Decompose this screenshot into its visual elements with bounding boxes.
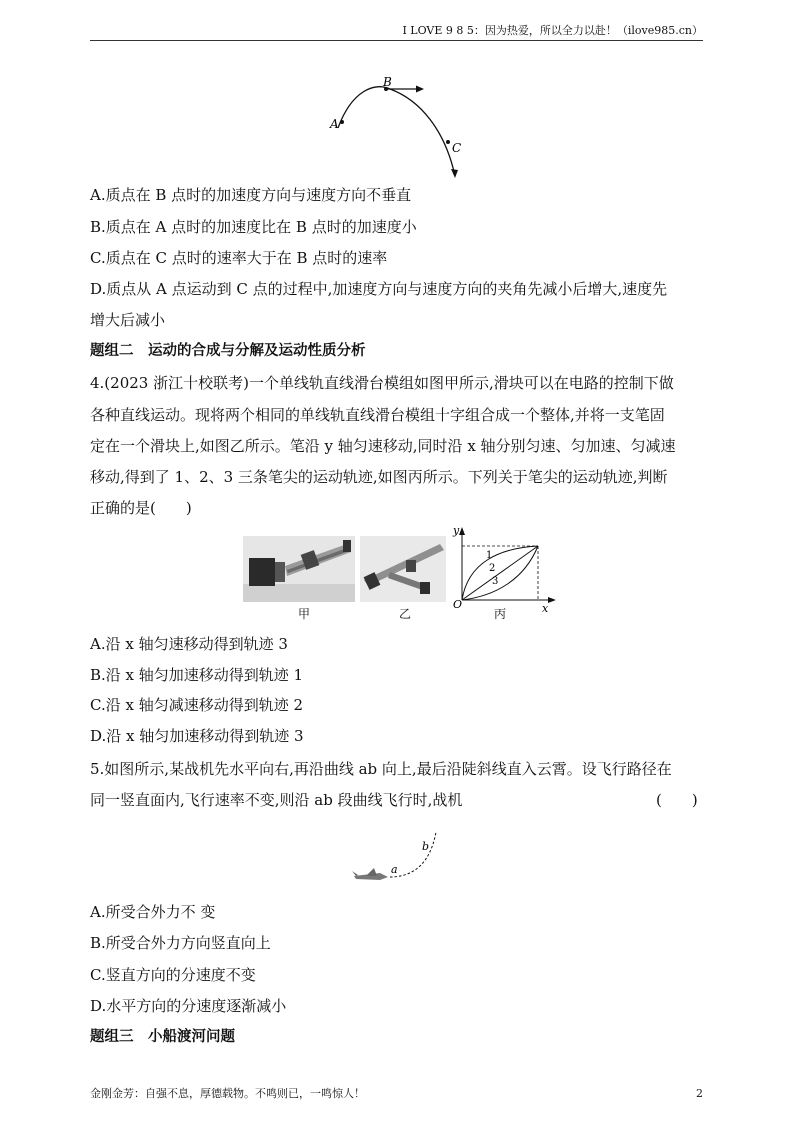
q5-option-c: C.竖直方向的分速度不变 (90, 966, 256, 984)
q5-option-b: B.所受合外力方向竖直向上 (90, 934, 271, 952)
caption-jia: 甲 (298, 607, 311, 621)
y-axis-label: y (453, 524, 460, 537)
trajectory-graph (450, 522, 560, 614)
origin-label: O (453, 598, 463, 611)
q4-option-d: D.沿 x 轴匀加速移动得到轨迹 3 (90, 727, 304, 745)
group3-heading: 题组三 小船渡河问题 (90, 1029, 235, 1045)
q4-option-b: B.沿 x 轴匀加速移动得到轨迹 1 (90, 666, 304, 684)
q3-option-c: C.质点在 C 点时的速率大于在 B 点时的速率 (90, 249, 388, 267)
point-a-jet-label: a (391, 863, 398, 876)
x-axis-label: x (542, 602, 549, 614)
q4-option-a: A.沿 x 轴匀速移动得到轨迹 3 (90, 635, 288, 653)
footer-motto: 金刚金芳：自强不息，厚德载物。不鸣则已，一鸣惊人！ (90, 1087, 365, 1100)
q4-stem-line5: 正确的是( ) (90, 499, 192, 517)
q3-option-b: B.质点在 A 点时的加速度比在 B 点时的加速度小 (90, 218, 417, 236)
q5-option-d: D.水平方向的分速度逐渐减小 (90, 997, 287, 1015)
point-a-label: A (330, 117, 339, 131)
curve-1-label: 1 (486, 550, 493, 561)
q3-option-a: A.质点在 B 点时的加速度方向与速度方向不垂直 (90, 186, 412, 204)
point-b-jet-label: b (422, 840, 430, 853)
fighter-jet-figure (350, 830, 450, 890)
slide-module-photo (243, 536, 355, 602)
point-c-label: C (452, 141, 462, 155)
point-b-label: B (383, 75, 392, 89)
q4-stem-line1: 4.(2023 浙江十校联考)一个单线轨直线滑台模组如图甲所示,滑块可以在电路的控制下做 (90, 374, 674, 392)
trajectory-figure (320, 70, 480, 185)
q4-option-c: C.沿 x 轴匀减速移动得到轨迹 2 (90, 696, 304, 714)
q5-answer-paren: ( ) (656, 791, 698, 809)
q4-stem-line2: 各种直线运动。现将两个相同的单线轨直线滑台模组十字组合成一个整体,并将一支笔固 (90, 406, 665, 424)
q5-stem-line1: 5.如图所示,某战机先水平向右,再沿曲线 ab 向上,最后沿陡斜线直入云霄。设飞行路径在 (90, 760, 672, 778)
q4-stem-line3: 定在一个滑块上,如图乙所示。笔沿 y 轴匀速移动,同时沿 x 轴分别匀速、匀加速、匀减速 (90, 437, 676, 455)
q4-stem-line4: 移动,得到了 1、2、3 三条笔尖的运动轨迹,如图丙所示。下列关于笔尖的运动轨迹,判断 (90, 468, 668, 486)
page-header: I LOVE 9 8 5：因为热爱，所以全力以赴！（ilove985.cn） (90, 22, 703, 41)
q5-stem-line2: 同一竖直面内,飞行速率不变,则沿 ab 段曲线飞行时,战机 (90, 791, 463, 809)
page-footer (90, 1086, 703, 1102)
curve-3-label: 3 (492, 576, 499, 587)
cross-module-photo (360, 536, 446, 602)
q3-option-d-line2: 增大后减小 (90, 311, 166, 329)
q5-option-a: A.所受合外力不 变 (90, 903, 216, 921)
q3-option-d-line1: D.质点从 A 点运动到 C 点的过程中,加速度方向与速度方向的夹角先减小后增大,速度先 (90, 280, 668, 298)
page-number: 2 (696, 1087, 703, 1100)
caption-bing: 丙 (494, 607, 507, 621)
curve-2-label: 2 (489, 563, 496, 574)
caption-yi: 乙 (399, 607, 412, 621)
group2-heading: 题组二 运动的合成与分解及运动性质分析 (90, 343, 366, 359)
